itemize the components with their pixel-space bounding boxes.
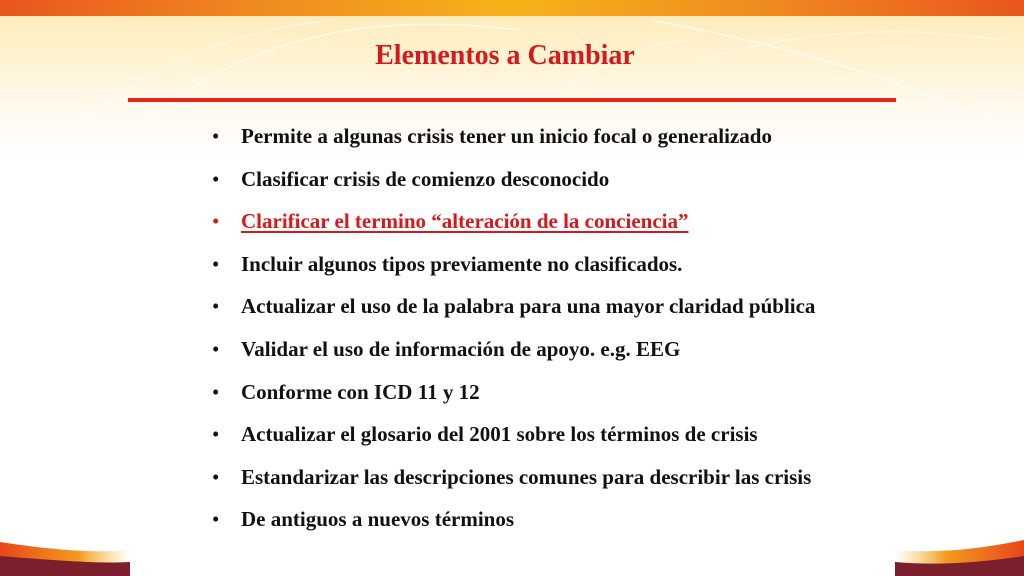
bullet-item-nuevos-terminos [212,503,815,546]
bullet-list [212,120,815,546]
bullet-dot: • [212,379,220,404]
bullet-dot: • [212,464,220,489]
bullet-dot: • [212,294,220,319]
top-decorative-bar [0,0,1024,16]
bullet-text: De antiguos a nuevos términos [241,507,515,532]
title-underline-rule [128,98,896,102]
slide-title: Elementos a Cambiar [375,40,635,71]
bullet-text: Actualizar el glosario del 2001 sobre los términos de crisis [241,422,758,447]
bullet-dot: • [212,166,220,191]
bullet-dot: • [212,507,220,532]
bullet-link-text[interactable]: Clarificar el termino “alteración de la conciencia” [241,209,689,234]
bullet-text: Permite a algunas crisis tener un inicio focal o generalizado [241,124,772,148]
bullet-item-comienzo-desconocido [212,163,815,206]
bullet-dot: • [212,209,220,234]
bullet-text: Incluir algunos tipos previamente no clasificados. [241,251,683,276]
bullet-text: Actualizar el uso de la palabra para una mayor claridad pública [241,294,816,319]
bullet-text: Estandarizar las descripciones comunes para describir las crisis [241,464,812,489]
bullet-item-informacion-apoyo [212,333,815,376]
bullet-item-icd [212,376,815,419]
bullet-text: Validar el uso de información de apoyo. e.g. EEG [241,336,681,361]
bullet-item-estandarizar [212,461,815,504]
bullet-text: Clasificar crisis de comienzo desconocido [241,166,610,191]
bullet-item-inicio-focal [212,120,815,163]
bullet-dot: • [212,124,220,148]
bullet-text: Conforme con ICD 11 y 12 [241,379,480,404]
bullet-dot: • [212,336,220,361]
bullet-item-glosario [212,418,815,461]
bullet-item-alteracion-conciencia[interactable] [212,205,815,248]
bullet-dot: • [212,251,220,276]
bullet-item-tipos-no-clasificados [212,248,815,291]
bullet-dot: • [212,422,220,447]
bullet-item-claridad-publica [212,290,815,333]
